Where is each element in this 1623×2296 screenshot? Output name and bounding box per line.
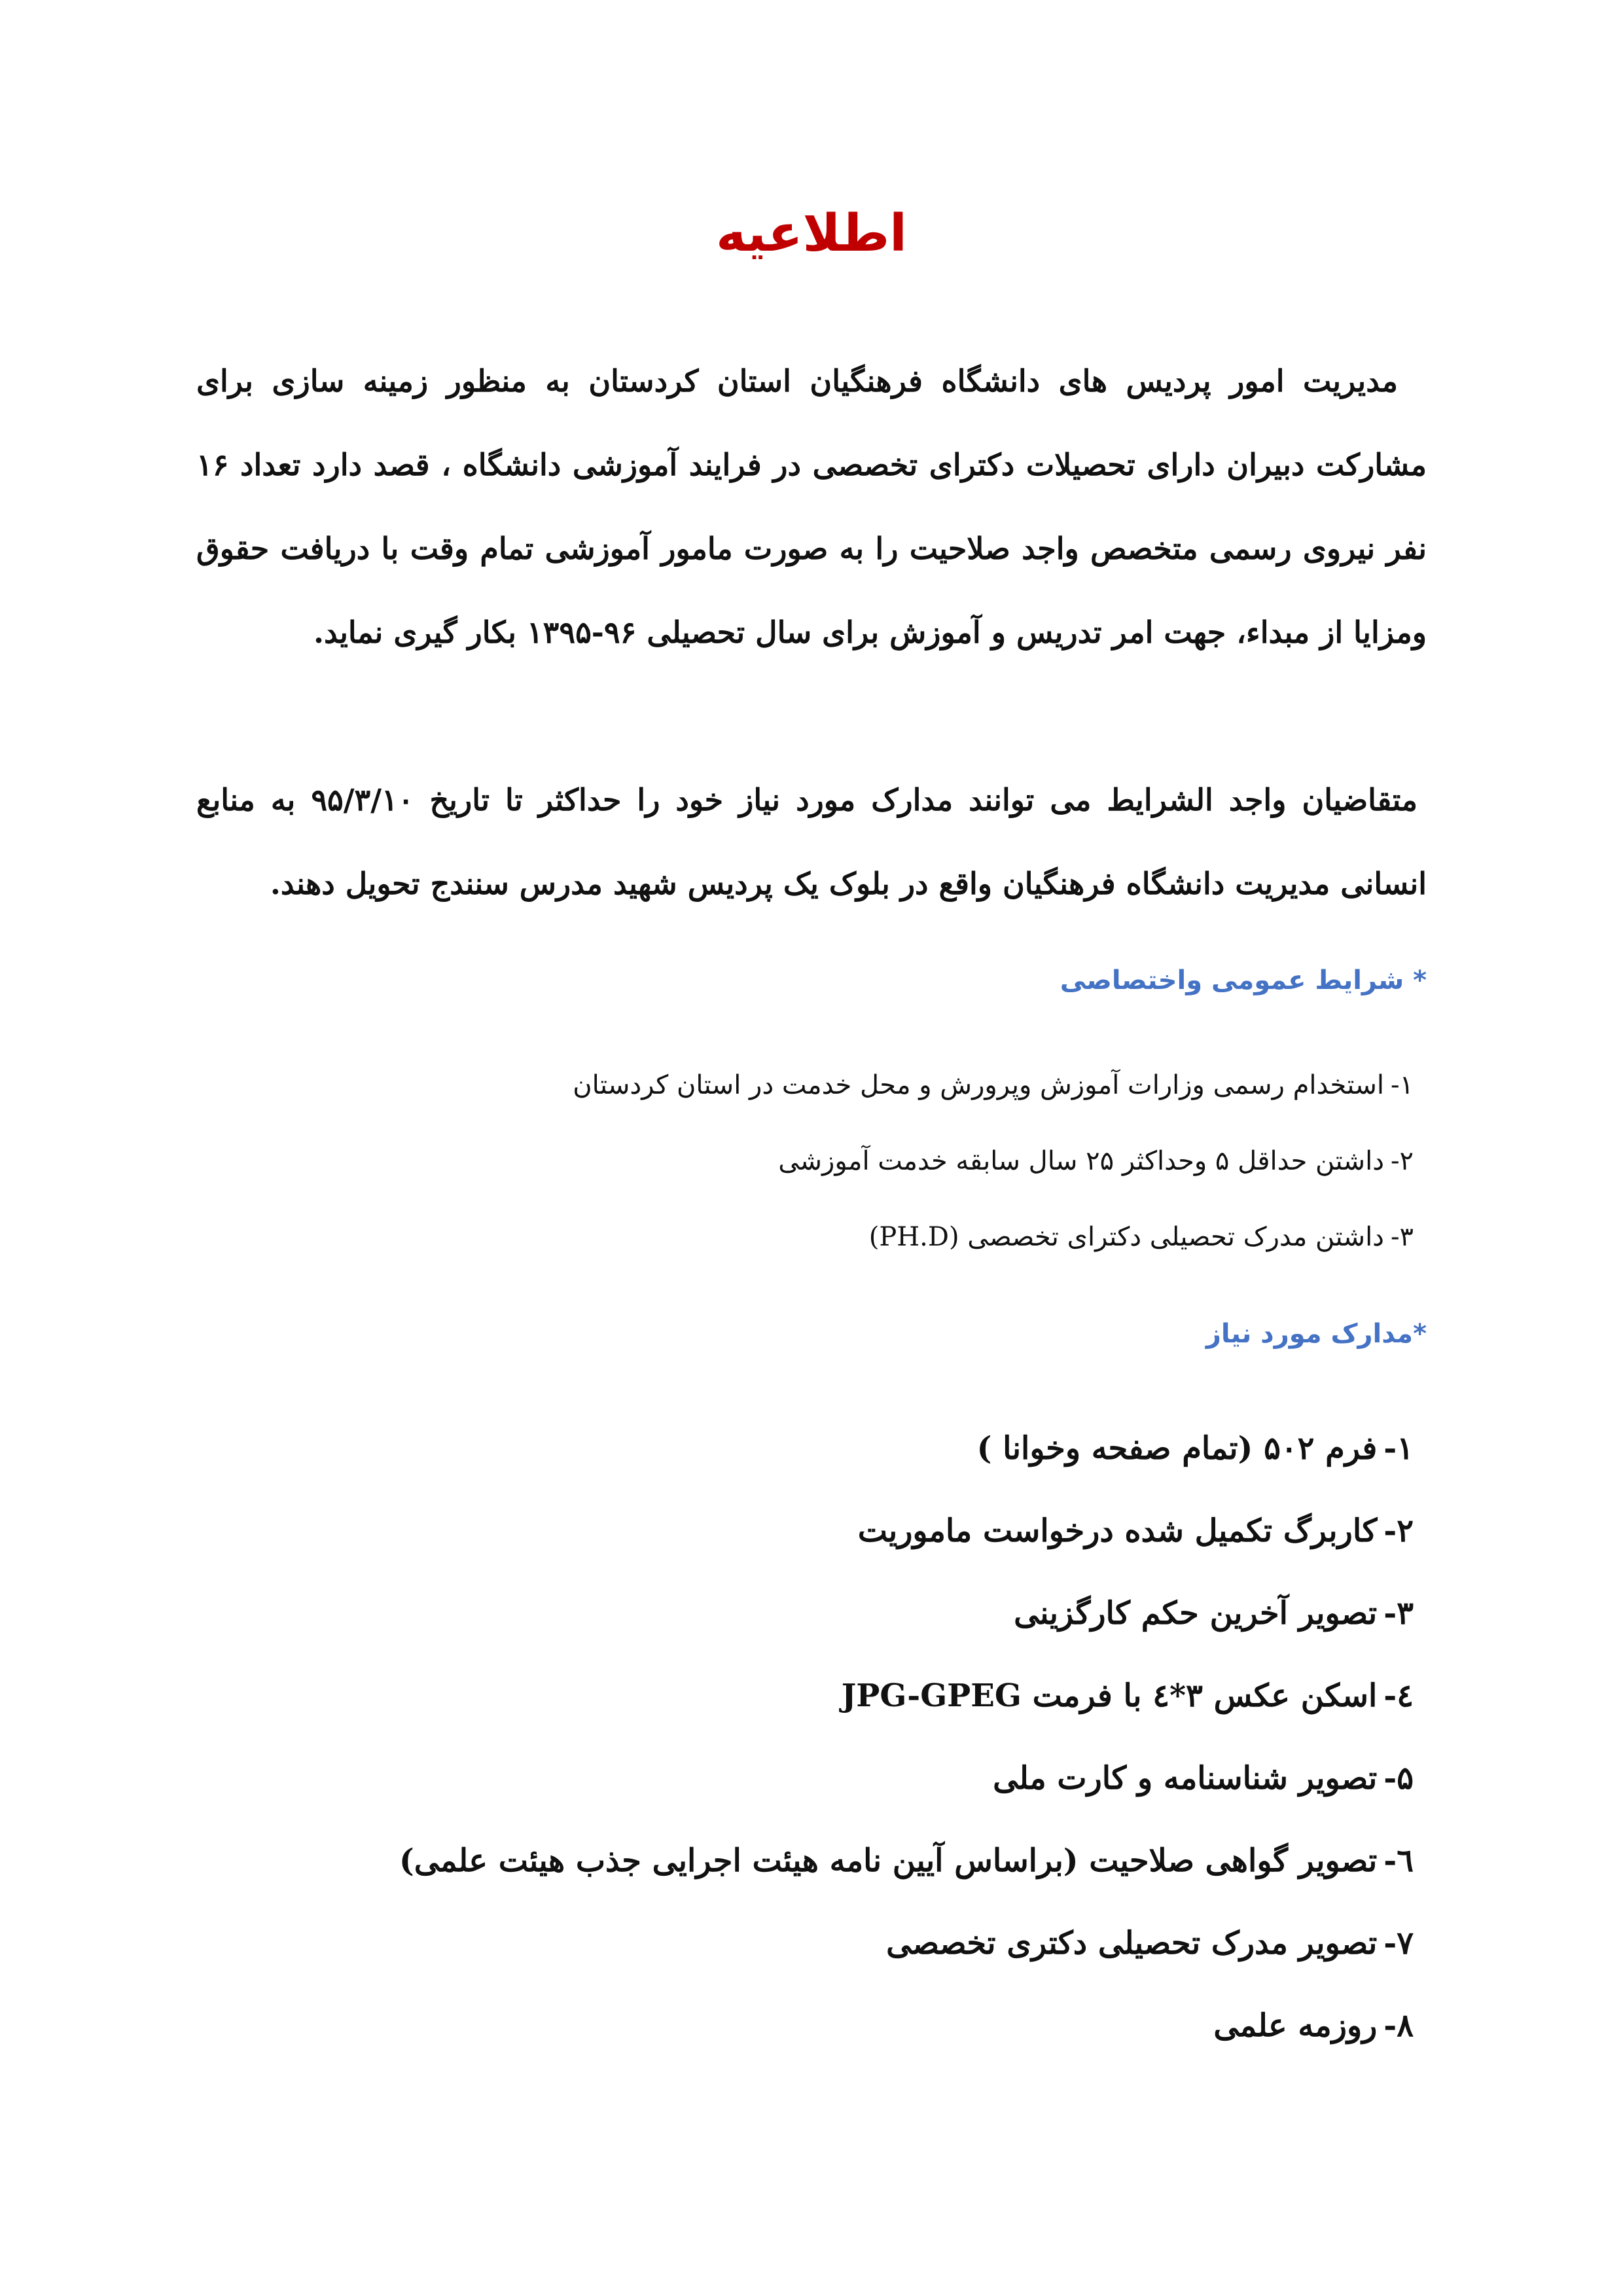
conditions-list bbox=[573, 1047, 1414, 1275]
list-item bbox=[399, 1655, 1414, 1737]
item-number: ۲- bbox=[1391, 1146, 1414, 1176]
list-item bbox=[573, 1047, 1414, 1123]
item-number: ۳- bbox=[1391, 1222, 1414, 1252]
item-text: تصویر مدرک تحصیلی دکتری تخصصی bbox=[886, 1925, 1378, 1962]
item-number: ۲- bbox=[1383, 1513, 1414, 1549]
item-number: ۵- bbox=[1383, 1760, 1414, 1797]
item-number: ۸- bbox=[1383, 2007, 1414, 2044]
conditions-heading: * شرایط عمومی واختصاصی bbox=[1060, 965, 1427, 996]
list-item bbox=[573, 1123, 1414, 1199]
intro-paragraph: مدیریت امور پردیس های دانشگاه فرهنگیان استان کردستان به منظور زمینه سازی برای مشارکت دبیران دارای تحصیلات دکترای تخصصی در فرایند آموزشی دانشگاه ، قصد دارد تعداد ۱۶ نفر نیروی رسمی متخصص واجد صلاحیت را به صورت مامور آموزشی تمام وقت با دریافت حقوق ومزایا از مبداء، جهت امر تدریس و آموزش برای سال تحصیلی ۹۶-۱۳۹۵ بکار گیری نماید. bbox=[196, 363, 1427, 650]
list-item bbox=[399, 1984, 1414, 2067]
item-text: تصویر گواهی صلاحیت (براساس آیین نامه هیئت اجرایی جذب هیئت علمی) bbox=[399, 1842, 1378, 1879]
documents-heading: *مدارک مورد نیاز bbox=[1205, 1319, 1427, 1349]
item-text: کاربرگ تکمیل شده درخواست ماموریت bbox=[857, 1513, 1378, 1549]
item-number: ۱- bbox=[1383, 1430, 1414, 1467]
item-text: داشتن حداقل ۵ وحداکثر ۲۵ سال سابقه خدمت آموزشی bbox=[778, 1146, 1384, 1176]
item-number: ۳- bbox=[1383, 1595, 1414, 1632]
item-text: داشتن مدرک تحصیلی دکترای تخصصی (PH.D) bbox=[868, 1222, 1384, 1252]
item-number: ٤- bbox=[1383, 1677, 1414, 1714]
list-item bbox=[399, 1737, 1414, 1820]
list-item bbox=[399, 1902, 1414, 1984]
list-item bbox=[573, 1199, 1414, 1275]
item-text: اسکن عکس ۳*٤ با فرمت JPG-GPEG bbox=[841, 1677, 1378, 1714]
item-text: فرم ۵۰۲ (تمام صفحه وخوانا ) bbox=[976, 1430, 1378, 1467]
item-text: تصویر آخرین حکم کارگزینی bbox=[1014, 1595, 1378, 1632]
deadline-paragraph: متقاضیان واجد الشرایط می توانند مدارک مورد نیاز خود را حداکثر تا تاریخ ۹۵/۳/۱۰ به منابع انسانی مدیریت دانشگاه فرهنگیان واقع در بلوک یک پردیس شهید مدرس سنندج تحویل دهند. bbox=[196, 782, 1427, 901]
page-title: اطلاعیه bbox=[716, 204, 907, 263]
item-number: ٦- bbox=[1383, 1842, 1414, 1879]
list-item bbox=[399, 1572, 1414, 1655]
list-item bbox=[399, 1407, 1414, 1490]
item-text: تصویر شناسنامه و کارت ملی bbox=[993, 1760, 1378, 1797]
documents-list bbox=[399, 1407, 1414, 2067]
item-number: ۱- bbox=[1391, 1070, 1414, 1100]
item-text: روزمه علمی bbox=[1213, 2007, 1378, 2044]
list-item bbox=[399, 1490, 1414, 1572]
item-number: ۷- bbox=[1383, 1925, 1414, 1962]
list-item bbox=[399, 1820, 1414, 1902]
item-text: استخدام رسمی وزارات آموزش وپرورش و محل خدمت در استان کردستان bbox=[573, 1070, 1384, 1100]
